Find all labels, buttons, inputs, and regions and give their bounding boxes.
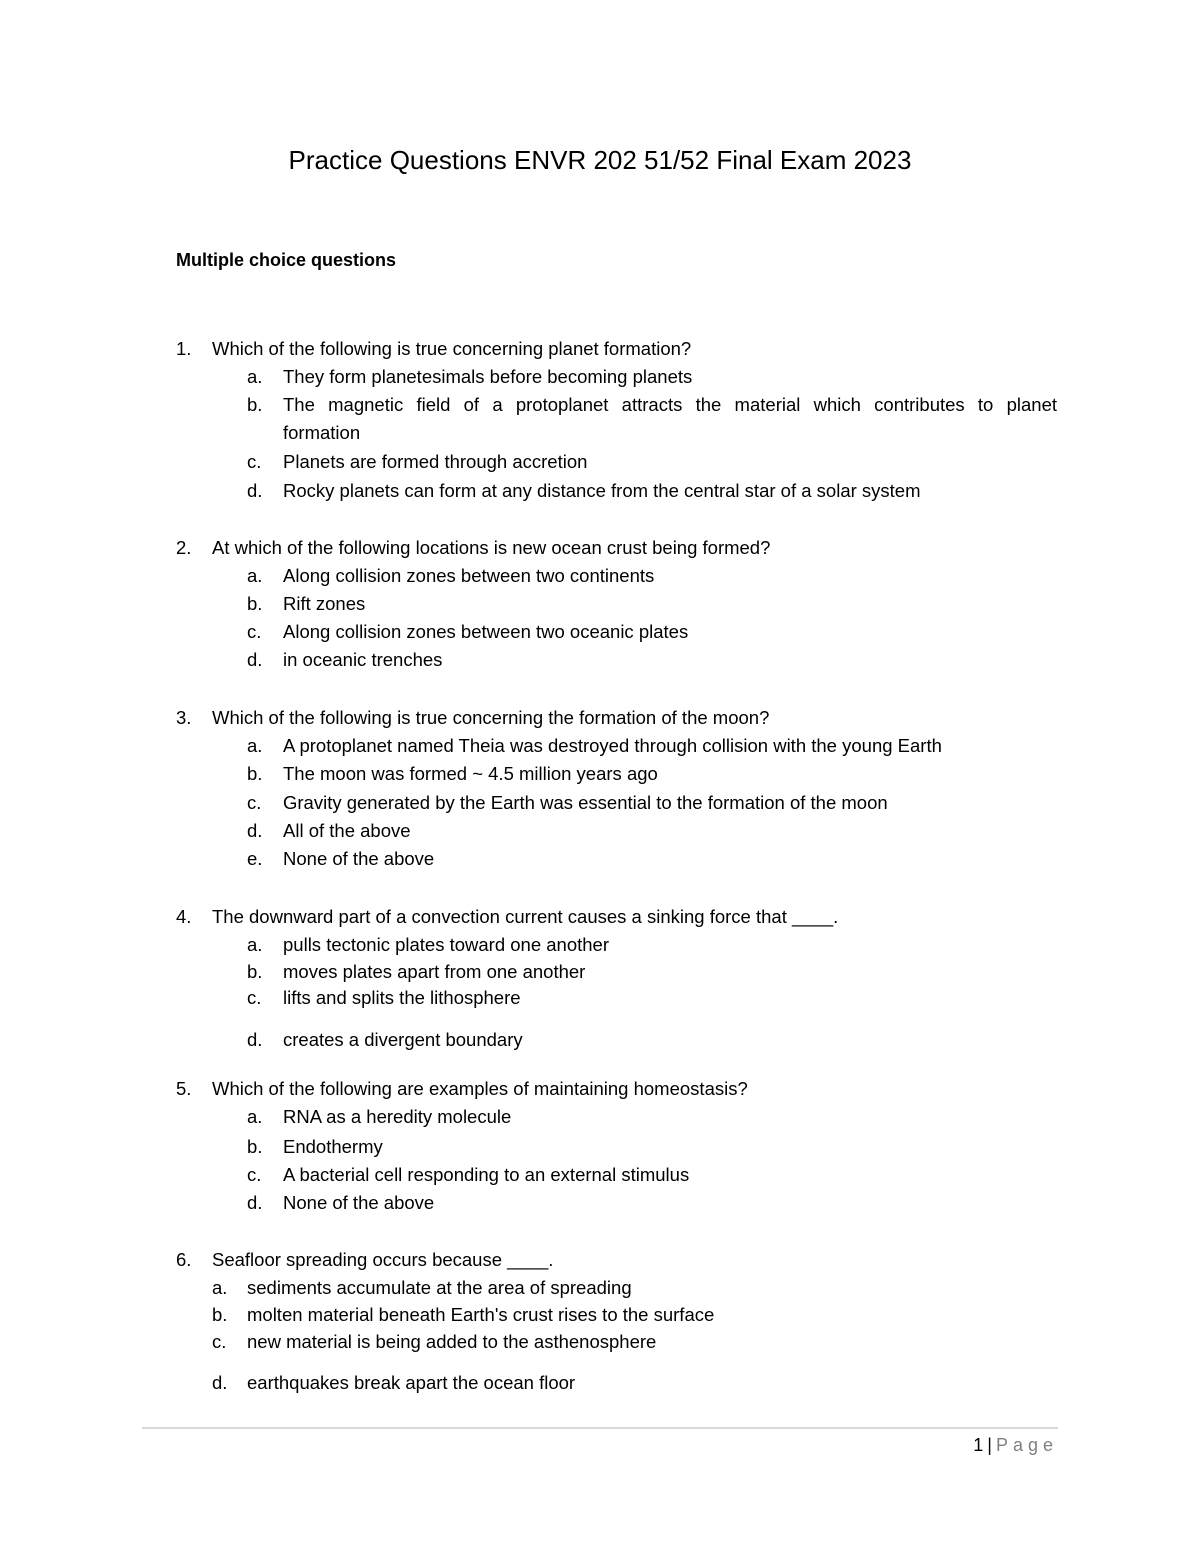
footer-separator: |	[987, 1435, 992, 1455]
option-letter: b.	[247, 394, 263, 415]
option-text: None of the above	[283, 848, 435, 869]
option-text: Endothermy	[283, 1136, 383, 1157]
option-text: The moon was formed ~ 4.5 million years ago	[283, 763, 658, 784]
option-text: Along collision zones between two continents	[283, 565, 655, 586]
option-letter: c.	[212, 1331, 227, 1352]
option-letter: a.	[247, 366, 263, 387]
page-label: Page	[995, 1435, 1058, 1455]
option-text: lifts and splits the lithosphere	[283, 987, 521, 1008]
option-letter: a.	[247, 1106, 263, 1127]
question-number: 1.	[176, 338, 192, 359]
option-letter: d.	[247, 649, 263, 670]
option-letter: d.	[247, 1029, 263, 1050]
option-letter: c.	[247, 792, 262, 813]
option-letter: d.	[247, 480, 263, 501]
question-text: Which of the following are examples of maintaining homeostasis?	[212, 1078, 748, 1099]
option-letter: b.	[247, 763, 263, 784]
option-letter: b.	[247, 593, 263, 614]
option-text: earthquakes break apart the ocean floor	[247, 1372, 576, 1393]
option-text: They form planetesimals before becoming planets	[283, 366, 693, 387]
option-letter: a.	[212, 1277, 228, 1298]
option-text: RNA as a heredity molecule	[283, 1106, 512, 1127]
option-text: in oceanic trenches	[283, 649, 443, 670]
question-text: Which of the following is true concerning planet formation?	[212, 338, 692, 359]
option-letter: a.	[247, 934, 263, 955]
question-number: 3.	[176, 707, 192, 728]
option-text: moves plates apart from one another	[283, 961, 586, 982]
option-text: sediments accumulate at the area of spreading	[247, 1277, 632, 1298]
option-letter: d.	[247, 1192, 263, 1213]
question-number: 5.	[176, 1078, 192, 1099]
option-letter: a.	[247, 565, 263, 586]
option-letter: a.	[247, 735, 263, 756]
question-number: 6.	[176, 1249, 192, 1270]
option-letter: b.	[247, 961, 263, 982]
option-letter: c.	[247, 451, 262, 472]
option-text: Rift zones	[283, 593, 366, 614]
question-text: At which of the following locations is new ocean crust being formed?	[212, 537, 771, 558]
option-text: Rocky planets can form at any distance from the central star of a solar system	[283, 480, 921, 501]
option-text: pulls tectonic plates toward one another	[283, 934, 610, 955]
option-letter: c.	[247, 987, 262, 1008]
option-letter: d.	[247, 820, 263, 841]
question-text: Seafloor spreading occurs because ____.	[212, 1249, 554, 1270]
question-text: The downward part of a convection current causes a sinking force that ____.	[212, 906, 839, 927]
option-letter: b.	[212, 1304, 228, 1325]
option-text: Gravity generated by the Earth was essential to the formation of the moon	[283, 792, 888, 813]
section-heading: Multiple choice questions	[176, 250, 397, 270]
option-letter: c.	[247, 621, 262, 642]
option-text: Planets are formed through accretion	[283, 451, 588, 472]
question-number: 4.	[176, 906, 192, 927]
footer-divider	[142, 1427, 1058, 1429]
option-text: A protoplanet named Theia was destroyed through collision with the young Earth	[283, 735, 942, 756]
option-letter: c.	[247, 1164, 262, 1185]
option-text: None of the above	[283, 1192, 435, 1213]
page-footer	[973, 1432, 1058, 1458]
option-text: Along collision zones between two oceanic plates	[283, 621, 689, 642]
option-text: A bacterial cell responding to an external stimulus	[283, 1164, 690, 1185]
option-letter: d.	[212, 1372, 228, 1393]
option-text: The magnetic field of a protoplanet attracts the material which contributes to planet	[283, 394, 1057, 415]
question-number: 2.	[176, 537, 192, 558]
document-title: Practice Questions ENVR 202 51/52 Final Exam 2023	[288, 145, 912, 175]
option-text: new material is being added to the asthenosphere	[247, 1331, 657, 1352]
option-letter: b.	[247, 1136, 263, 1157]
option-text: molten material beneath Earth's crust rises to the surface	[247, 1304, 715, 1325]
option-letter: e.	[247, 848, 263, 869]
option-text: creates a divergent boundary	[283, 1029, 523, 1050]
page-number: 1	[973, 1435, 984, 1455]
question-text: Which of the following is true concerning the formation of the moon?	[212, 707, 770, 728]
option-text: formation	[283, 422, 361, 443]
option-text: All of the above	[283, 820, 411, 841]
